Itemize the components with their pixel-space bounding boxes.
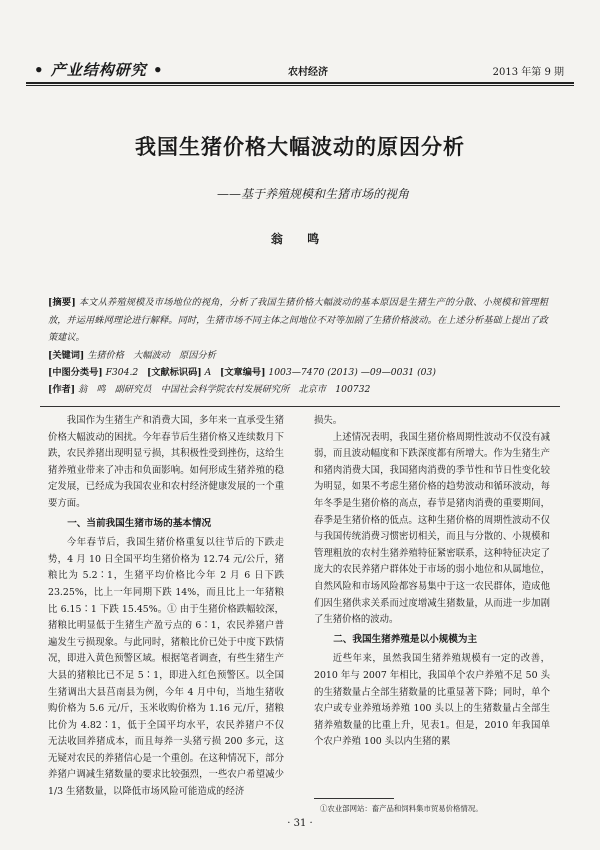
page-number: · 31 · — [287, 818, 313, 829]
paragraph: 近些年来，虽然我国生猪养殖规模有一定的改善，2010 年与 2007 年相比，我国单个农户养殖不足 50 头的生猪数量占全部生猪数量的比重显著下降；同时，单个农户或专业养殖场养殖 100 头以上的生猪数量占全部生猪养殖数量的比重上升，见表1。但是，2010 年我国单个农户养殖 100 头以内生猪的累 — [314, 653, 550, 748]
section-heading-1: 一、当前我国生猪市场的基本情况 — [67, 517, 212, 529]
abstract-separator — [40, 406, 560, 407]
abstract — [48, 294, 548, 347]
article-id-value: 1003—7470 (2013) —09—0031 (03) — [268, 367, 436, 378]
header-rule-thick — [26, 82, 574, 84]
journal-name: 农村经济 — [288, 67, 328, 78]
clc-value: F304.2 — [105, 367, 139, 378]
author-info — [48, 381, 558, 398]
clc-label: [中图分类号] — [48, 367, 103, 378]
doc-code-value: A — [204, 367, 212, 378]
paragraph: 我国作为生猪生产和消费大国，多年来一直承受生猪价格大幅波动的困扰。今年春节后生猪价格又连续数月下跌，农民养猪出现明显亏损，其积极性受到挫伤，这给生猪养殖业带来了冲击和负面影响。如何形成生猪养殖的稳定发展，已经成为我国农业和农村经济健康发展的一个重要方面。 — [48, 415, 284, 509]
paragraph: 损失。 — [314, 415, 343, 426]
author-info-text: 翁 鸣 副研究员 中国社会科学院农村发展研究所 北京市 100732 — [78, 384, 371, 395]
right-column — [314, 413, 550, 751]
footnote: ①农业部网站：畜产品和饲料集市贸易价格情况。 — [320, 804, 483, 813]
keywords-label: [关键词] — [48, 350, 85, 361]
paragraph: 今年春节后，我国生猪价格重复以往节后的下跌走势，4 月 10 日全国平均生猪价格为 12.74 元/公斤，猪粮比为 5.2∶1，生猪平均价格比今年 2 月 6 日下跌 23.25%，比上一年同期下跌 14%，而且比上一年猪粮比 6.15∶1 下跌 15.45%。① 由于生猪价格跌幅较深，猪粮比明显低于生猪生产盈亏点的 6∶1，农民养猪户普遍发生亏损现象。与此同时，猪粮比价已处于中度下跌情况，即进入黄色预警区域。根据笔者调查，有些生猪生产大县的猪粮比已不足 5∶1，即进入红色预警区。以全国生猪调出大县莒南县为例，今年 4 月中旬，当地生猪收购价格为 5.6 元/斤，玉米收购价格为 1.16 元/斤，猪粮比价为 4.82∶1，低于全国平均水平，农民养猪户不仅无法收回养猪成本，而且每养一头猪亏损 200 多元，这无疑对农民的养猪信心是一个重创。在这种情况下，部分养猪户调减生猪数量的要求比较强烈，一些农户希望减少 1/3 生猪数量，以降低市场风险可能造成的经济 — [48, 537, 284, 798]
issue-number: 2013 年第 9 期 — [492, 67, 564, 78]
section-heading-2: 二、我国生猪养殖是以小规模为主 — [333, 633, 478, 645]
abstract-label: [摘要] — [48, 297, 76, 308]
article-author: 翁 鸣 — [270, 232, 330, 246]
article-id-label: [文章编号] — [219, 367, 266, 378]
article-title: 我国生猪价格大幅波动的原因分析 — [135, 134, 465, 159]
article-subtitle: ——基于养殖规模和生猪市场的视角 — [216, 187, 409, 201]
keywords-text: 生猪价格 大幅波动 原因分析 — [87, 350, 216, 361]
left-column — [48, 413, 284, 801]
running-header — [26, 56, 574, 82]
header-rule-thin — [26, 85, 574, 86]
classification-line — [48, 364, 558, 381]
doc-code-label: [文献标识码] — [147, 367, 202, 378]
abstract-text: 本文从养殖规模及市场地位的视角，分析了我国生猪价格大幅波动的基本原因是生猪生产的分散、小规模和管理粗放，并运用蛛网理论进行解释。同时，生猪市场不同主体之间地位不对等加剧了生猪价格波动。在上述分析基础上提出了政策建议。 — [48, 297, 548, 343]
journal-section: • 产业结构研究 • — [34, 61, 164, 79]
keywords — [48, 347, 558, 364]
paragraph: 上述情况表明，我国生猪价格周期性波动不仅没有减弱，而且波动幅度和下跌深度都有所增大。作为生猪生产和猪肉消费大国，我国猪肉消费的季节性和节日性变化较为明显，如果不考虑生猪价格的趋势波动和循环波动，每年冬季是生猪价格的高点，春节是猪肉消费的重要期间，春季是生猪价格的低点。这种生猪价格的周期性波动不仅与我国传统消费习惯密切相关，而且与分散的、小规模和管理粗放的农村生猪养殖特征紧密联系，这种特征决定了庞大的农民养猪户群体处于市场的弱小地位和从属地位，自然风险和市场风险都容易集中于这一农民群体，造成他们因生猪供求关系而过度增减生猪数量，从而进一步加剧了生猪价格的波动。 — [314, 431, 550, 626]
footnote-rule — [314, 798, 394, 799]
author-info-label: [作者] — [48, 384, 76, 395]
